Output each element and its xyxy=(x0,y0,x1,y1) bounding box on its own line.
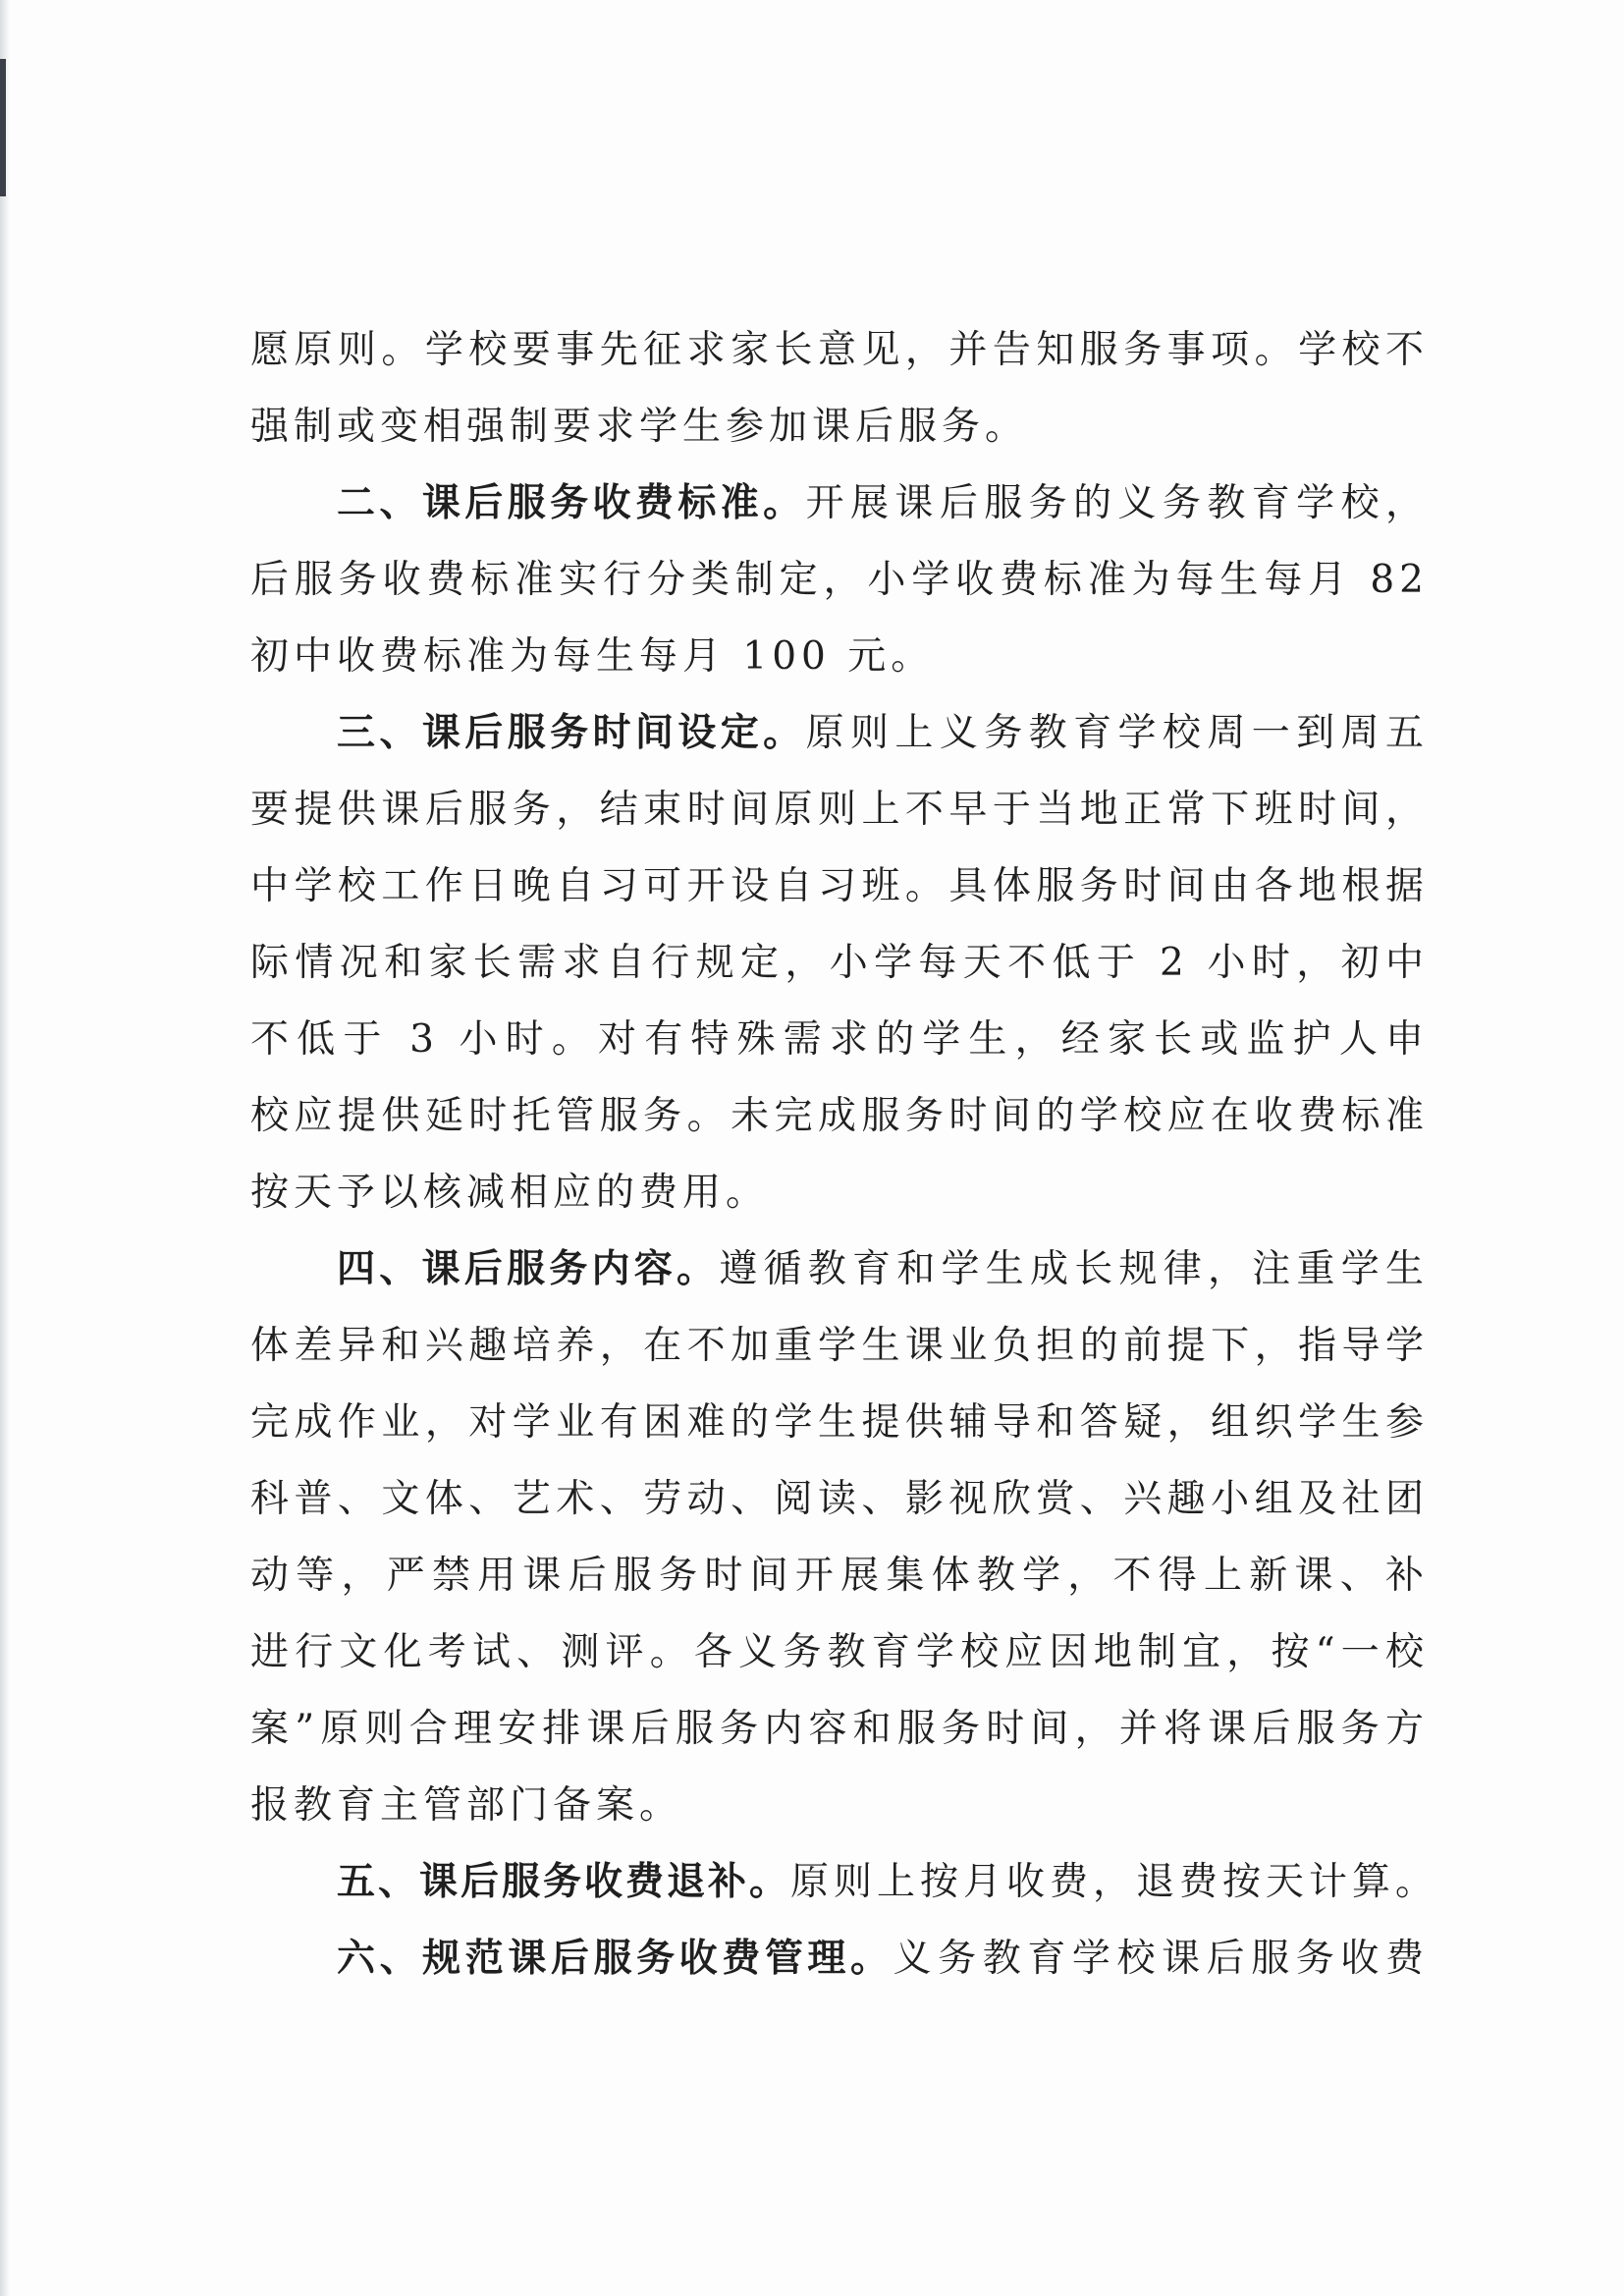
section-heading: 三、课后服务时间设定。 xyxy=(337,711,806,755)
section-heading: 二、课后服务收费标准。 xyxy=(337,481,806,525)
scan-edge-mark xyxy=(0,59,6,196)
body-text: 要提供课后服务，结束时间原则上不早于当地正常下班时间， xyxy=(250,788,1429,832)
body-line xyxy=(250,1768,1429,1844)
body-line xyxy=(250,389,1429,465)
body-text: 义务教育学校课后服务收费 xyxy=(893,1937,1429,1981)
section-heading: 四、课后服务内容。 xyxy=(337,1247,720,1291)
body-text: 完成作业，对学业有困难的学生提供辅导和答疑，组织学生参 xyxy=(250,1400,1429,1445)
scan-edge-shadow xyxy=(0,0,10,2296)
body-text: 强制或变相强制要求学生参加课后服务。 xyxy=(250,405,1029,449)
section-6-first-line xyxy=(250,1921,1429,1997)
body-line xyxy=(250,1461,1429,1538)
section-heading: 五、课后服务收费退补。 xyxy=(337,1860,791,1904)
body-line xyxy=(250,1078,1429,1155)
body-line xyxy=(250,772,1429,848)
body-text: 进行文化考试、测评。各义务教育学校应因地制宜，按“一校 xyxy=(250,1630,1429,1674)
body-line xyxy=(250,848,1429,925)
body-line xyxy=(250,1002,1429,1078)
body-line xyxy=(250,1691,1429,1768)
body-text: 遵循教育和学生成长规律，注重学生 xyxy=(719,1247,1429,1291)
body-text: 初中收费标准为每生每月 100 元。 xyxy=(250,634,935,679)
body-text: 中学校工作日晚自习可开设自习班。具体服务时间由各地根据 xyxy=(250,864,1429,908)
body-text: 原则上义务教育学校周一到周五 xyxy=(805,711,1429,755)
body-text: 报教育主管部门备案。 xyxy=(250,1783,683,1828)
body-text: 不低于 3 小时。对有特殊需求的学生，经家长或监护人申 xyxy=(250,1017,1429,1062)
section-4-first-line xyxy=(250,1231,1429,1308)
body-line xyxy=(250,1614,1429,1691)
body-text: 校应提供延时托管服务。未完成服务时间的学校应在收费标准 xyxy=(250,1094,1429,1138)
body-line xyxy=(250,1385,1429,1461)
body-text: 案”原则合理安排课后服务内容和服务时间，并将课后服务方 xyxy=(250,1707,1429,1751)
body-line xyxy=(250,312,1429,389)
body-text: 按天予以核减相应的费用。 xyxy=(250,1171,770,1215)
document-body xyxy=(250,312,1439,1997)
body-line xyxy=(250,1538,1429,1614)
body-text: 体差异和兴趣培养，在不加重学生课业负担的前提下，指导学 xyxy=(250,1324,1429,1368)
body-text: 后服务收费标准实行分类制定，小学收费标准为每生每月 82 xyxy=(250,558,1429,602)
body-text: 际情况和家长需求自行规定，小学每天不低于 2 小时，初中 xyxy=(250,941,1429,985)
body-text: 开展课后服务的义务教育学校， xyxy=(805,481,1429,525)
body-line xyxy=(250,925,1429,1002)
section-heading: 六、规范课后服务收费管理。 xyxy=(337,1937,893,1981)
section-2-first-line xyxy=(250,465,1429,542)
body-line xyxy=(250,1308,1429,1385)
body-line xyxy=(250,1155,1429,1231)
body-text: 科普、文体、艺术、劳动、阅读、影视欣赏、兴趣小组及社团 xyxy=(250,1477,1429,1521)
body-text: 愿原则。学校要事先征求家长意见，并告知服务事项。学校不 xyxy=(250,328,1429,372)
section-5-line xyxy=(250,1844,1439,1921)
body-line xyxy=(250,619,1429,695)
section-3-first-line xyxy=(250,695,1429,772)
body-text: 动等，严禁用课后服务时间开展集体教学，不得上新课、补 xyxy=(250,1554,1429,1598)
body-line xyxy=(250,542,1429,619)
body-text: 原则上按月收费，退费按天计算。 xyxy=(790,1860,1439,1904)
